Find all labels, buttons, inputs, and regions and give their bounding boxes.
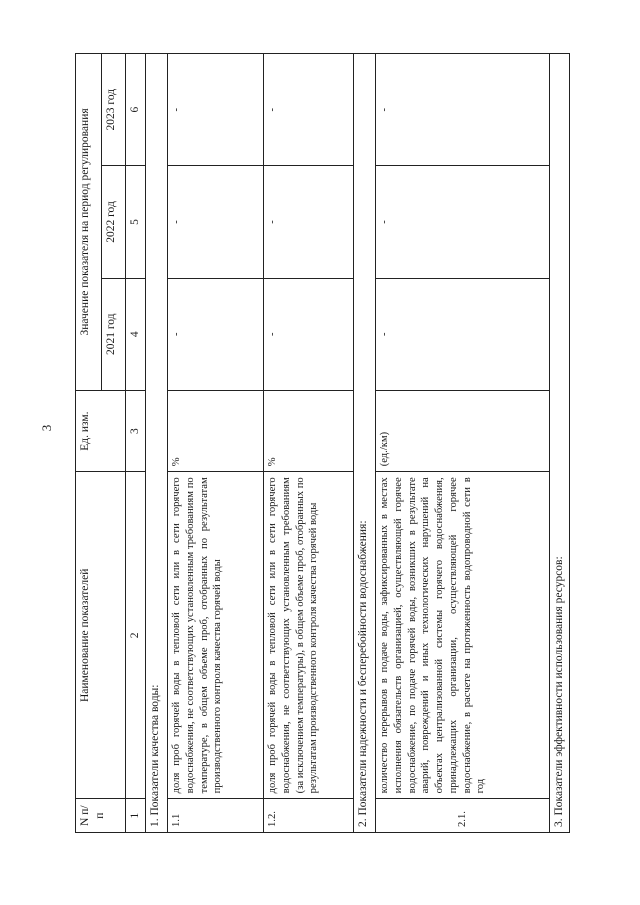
table-row [376,54,550,833]
value-2022: - [264,166,354,278]
row-number: 1.2. [264,799,354,833]
indicator-unit: % [264,390,354,471]
page-number: 3 [39,424,54,432]
value-2022: - [168,166,264,278]
header-year-2021: 2021 год [102,278,126,390]
indicator-name: количество перерывов в подаче воды, зафиксированных в местах исполнения обязательств организацией, осуществляющей горячее водоснабжение, по подаче горячей воды, возникших в результате аварий, повреждений и иных технологических нарушений на объектах централизованной системы горячего водоснабжения, принадлежащих организации, осуществляющей горячее водоснабжение, в расчете на протяженность водопроводной сети в год [376,472,550,799]
value-2023: - [264,54,354,166]
header-row-top [76,54,102,833]
section-title-quality: 1. Показатели качества воды: [146,54,168,833]
value-2023: - [376,54,550,166]
section-title-reliability: 2. Показатели надежности и бесперебойности водоснабжения: [354,54,376,833]
column-number: 2 [126,472,146,799]
indicator-unit: % [168,390,264,471]
row-number: 1.1 [168,799,264,833]
value-2023: - [168,54,264,166]
indicators-table [75,53,570,833]
rotated-table-wrapper [75,53,569,833]
header-num: N п/п [76,799,126,833]
column-number: 6 [126,54,146,166]
value-2021: - [264,278,354,390]
section-row [146,54,168,833]
value-2021: - [168,278,264,390]
header-year-2023: 2023 год [102,54,126,166]
table-row [264,54,354,833]
header-year-2022: 2022 год [102,166,126,278]
column-number: 1 [126,799,146,833]
table-row [168,54,264,833]
indicators-table-container [75,53,569,833]
header-name: Наименование показателей [76,472,126,799]
section-row [550,54,570,833]
header-period-group: Значение показателя на период регулирования [76,54,102,391]
column-number: 4 [126,278,146,390]
column-number: 3 [126,390,146,471]
value-2022: - [376,166,550,278]
section-row [354,54,376,833]
column-numbers-row [126,54,146,833]
indicator-unit: (ед./км) [376,390,550,471]
value-2021: - [376,278,550,390]
header-unit: Ед. изм. [76,390,126,471]
row-number: 2.1. [376,799,550,833]
indicator-name: доля проб горячей воды в тепловой сети или в сети горячего водоснабжения, не соответствующих установленным требованиям по температуре, в общем объеме проб, отобранных по результатам производственного контроля качества горячей воды [168,472,264,799]
column-number: 5 [126,166,146,278]
indicator-name: доля проб горячей воды в тепловой сети или в сети горячего водоснабжения, не соответствующих установленным требованиям (за исключением температуры), в общем объеме проб, отобранных по результатам производственного контроля качества горячей воды [264,472,354,799]
section-title-efficiency: 3. Показатели эффективности использования ресурсов: [550,54,570,833]
